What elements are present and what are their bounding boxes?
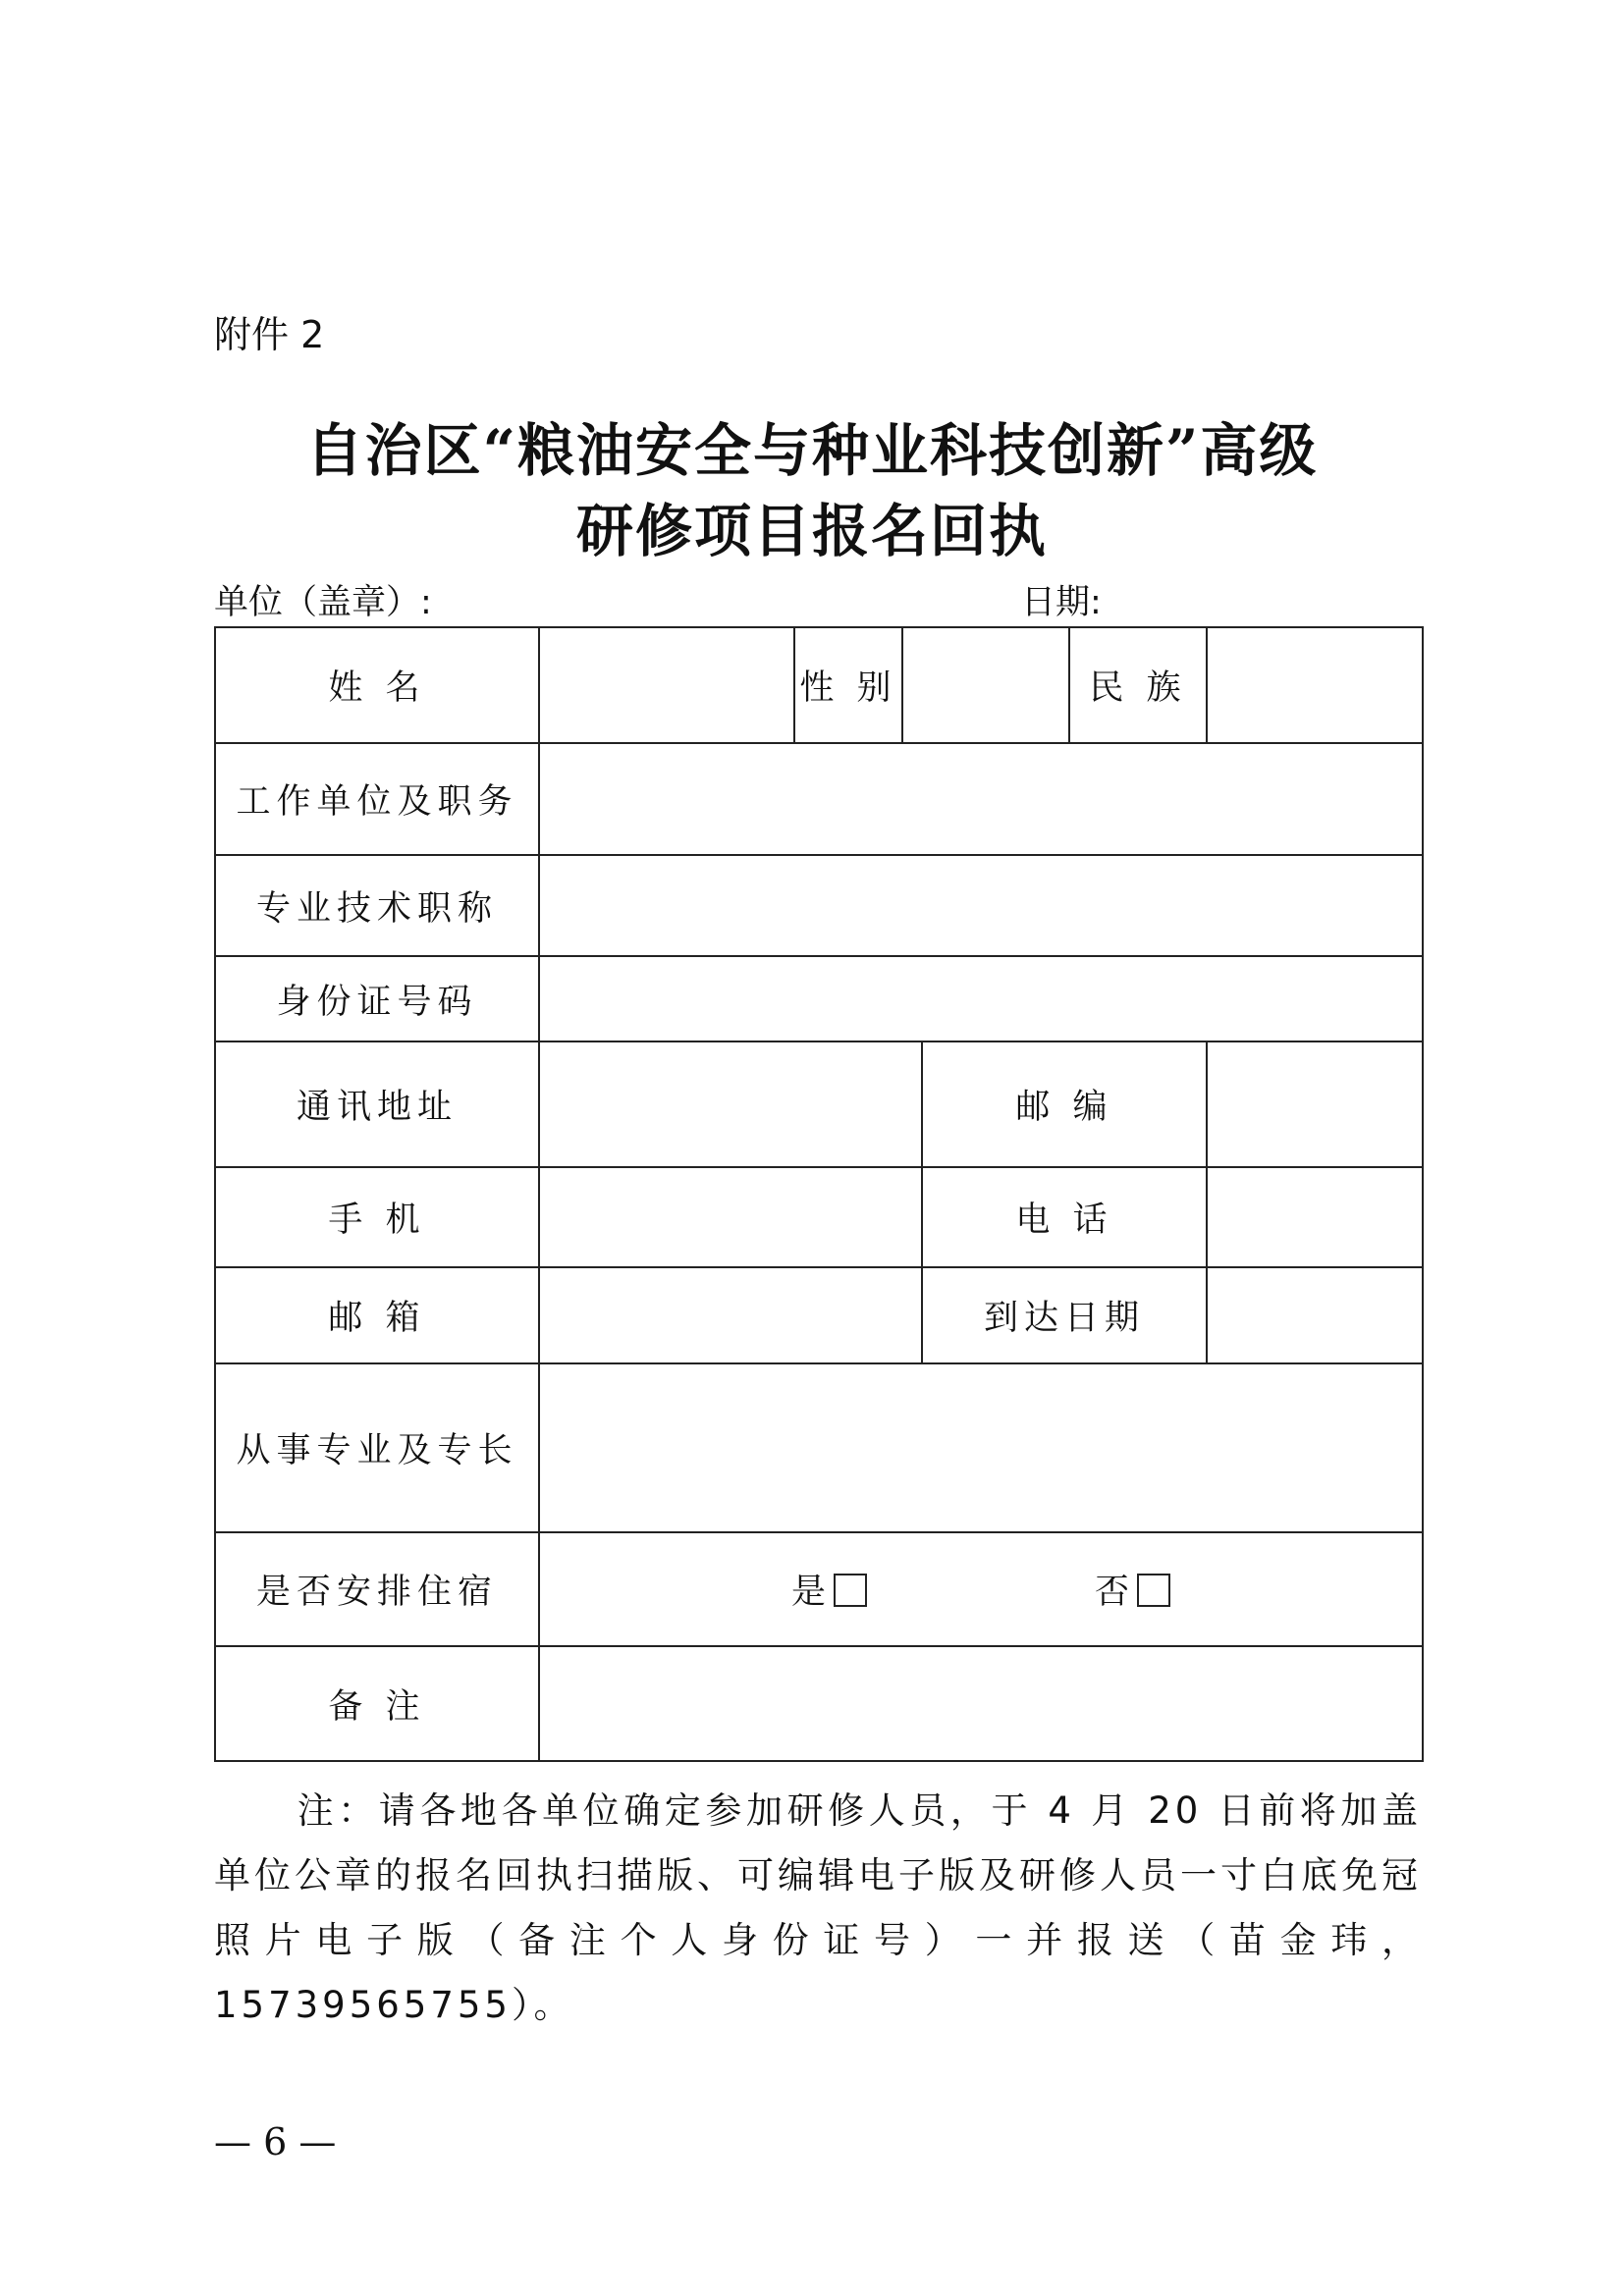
address-field[interactable] [539, 1041, 922, 1167]
gender-field[interactable] [902, 627, 1069, 743]
attachment-label: 附件 2 [214, 313, 325, 356]
table-row [215, 1363, 1423, 1532]
table-row [215, 1267, 1423, 1363]
table-row [215, 743, 1423, 855]
date-label: 日期: [1021, 583, 1102, 622]
address-label: 通讯地址 [215, 1041, 539, 1167]
phone-label: 电 话 [922, 1167, 1207, 1267]
name-label: 姓 名 [215, 627, 539, 743]
table-row [215, 1041, 1423, 1167]
lodging-no-checkbox[interactable] [1137, 1574, 1170, 1607]
arrival-date-label: 到达日期 [922, 1267, 1207, 1363]
lodging-yes-label: 是 [790, 1573, 832, 1612]
lodging-yes-checkbox[interactable] [834, 1574, 867, 1607]
lodging-label: 是否安排住宿 [215, 1532, 539, 1646]
mobile-field[interactable] [539, 1167, 922, 1267]
remarks-field[interactable] [539, 1646, 1423, 1761]
arrival-date-field[interactable] [1207, 1267, 1423, 1363]
submission-note [214, 1779, 1422, 2038]
mobile-label: 手 机 [215, 1167, 539, 1267]
document-title-line-2: 研修项目报名回执 [575, 498, 1048, 564]
lodging-no-label: 否 [1094, 1573, 1135, 1612]
professional-title-label: 专业技术职称 [215, 855, 539, 956]
work-unit-field[interactable] [539, 743, 1423, 855]
email-label: 邮 箱 [215, 1267, 539, 1363]
specialty-field[interactable] [539, 1363, 1423, 1532]
registration-form-table [214, 626, 1424, 1762]
id-number-label: 身份证号码 [215, 956, 539, 1041]
ethnicity-field[interactable] [1207, 627, 1423, 743]
unit-stamp-label: 单位（盖章）: [214, 583, 432, 622]
table-row [215, 1646, 1423, 1761]
lodging-yes-option[interactable] [791, 1565, 867, 1614]
lodging-no-option[interactable] [1095, 1565, 1170, 1614]
document-title-line-1: 自治区“粮油安全与种业科技创新”高级 [305, 417, 1319, 484]
table-row [215, 627, 1423, 743]
lodging-options [539, 1532, 1423, 1646]
ethnicity-label: 民 族 [1069, 627, 1207, 743]
remarks-label: 备 注 [215, 1646, 539, 1761]
phone-field[interactable] [1207, 1167, 1423, 1267]
work-unit-label: 工作单位及职务 [215, 743, 539, 855]
postcode-label: 邮 编 [922, 1041, 1207, 1167]
name-field[interactable] [539, 627, 794, 743]
table-row [215, 956, 1423, 1041]
page-number: — 6 — [214, 2120, 337, 2163]
email-field[interactable] [539, 1267, 922, 1363]
gender-label: 性 别 [794, 627, 902, 743]
table-row [215, 1167, 1423, 1267]
note-text: 注：请各地各单位确定参加研修人员，于 4 月 20 日前将加盖单位公章的报名回执扫描版、可编辑电子版及研修人员一寸白底免冠照片电子版（备注个人身份证号）一并报送（苗金玮，15739565755）。 [214, 1789, 1422, 2026]
table-row [215, 855, 1423, 956]
specialty-label: 从事专业及专长 [215, 1363, 539, 1532]
postcode-field[interactable] [1207, 1041, 1423, 1167]
table-row [215, 1532, 1423, 1646]
professional-title-field[interactable] [539, 855, 1423, 956]
id-number-field[interactable] [539, 956, 1423, 1041]
